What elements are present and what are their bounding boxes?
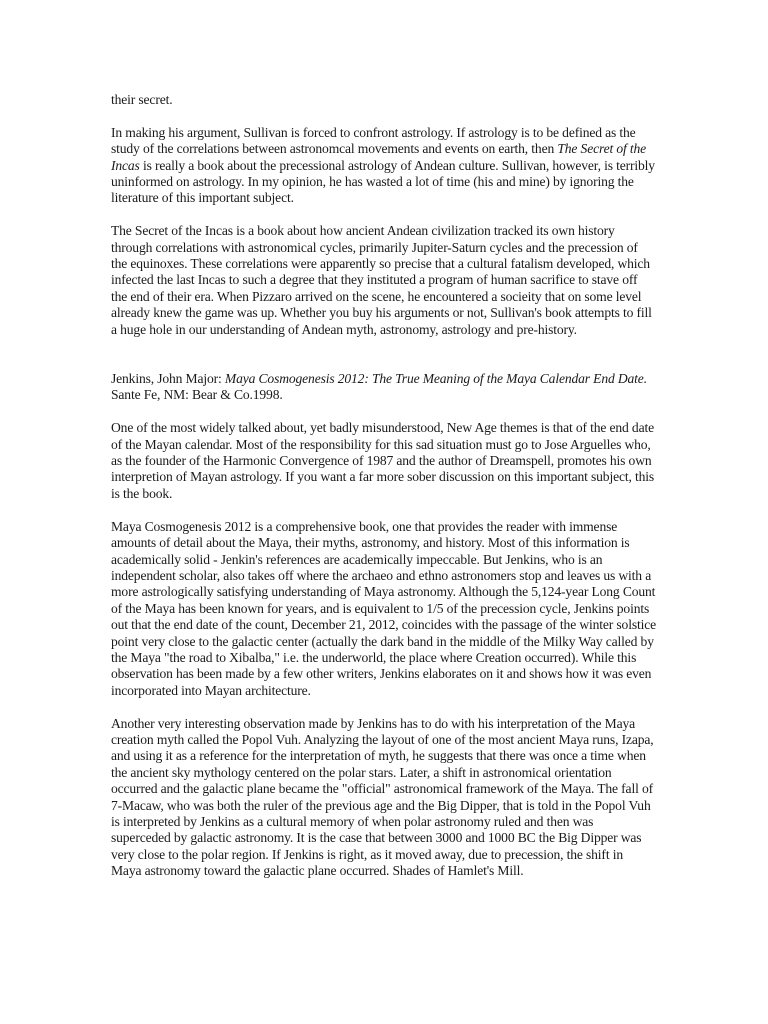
citation-author: Jenkins, John Major: [111,371,225,387]
paragraph-4: One of the most widely talked about, yet badly misunderstood, New Age themes is that of the end date of the Mayan calendar. Most of the responsibility for this sad situation must go to Jose Arguelles who, as the founder of the Harmonic Convergence of 1987 and the author of Dreamspell, promotes his own interpretion of Mayan astrology. If you want a far more sober discussion on this important subject, this is the book. [111,420,655,501]
citation [111,371,656,404]
paragraph-5: Maya Cosmogenesis 2012 is a comprehensive book, one that provides the reader with immense amounts of detail about the Maya, their myths, astronomy, and history. Most of this information is academically solid - Jenkin's references are academically impeccable. But Jenkins, who is an independent scholar, also takes off where the archaeo and ethno astronomers stop and leaves us with a more astrologically satisfying understanding of Maya astronomy. Although the 5,124-year Long Count of the Maya has been known for years, and is equivalent to 1/5 of the precession cycle, Jenkins points out that the end date of the count, December 21, 2012, coincides with the passage of the winter solstice point very close to the galactic center (actually the dark band in the middle of the Milky Way called by the Maya "the road to Xibalba," i.e. the underworld, the place where Creation occurred). While this observation has been made by a few other writers, Jenkins elaborates on it and shows how it was even incorporated into Mayan architecture. [111,518,656,698]
paragraph-1: their secret. [111,92,173,107]
paragraph-3: The Secret of the Incas is a book about how ancient Andean civilization tracked its own history through correlations with astronomical cycles, primarily Jupiter-Saturn cycles and the precession of the equinoxes. These correlations were apparently so precise that a cultural fatalism developed, which infected the last Incas to such a degree that they instituted a program of human sacrifice to stave off the end of their era. When Pizzaro arrived on the scene, he encountered a socieity that on some level already knew the game was up. Whether you buy his arguments or not, Sullivan's book attempts to fill a huge hole in our understanding of Andean myth, astronomy, astrology and pre-history. [111,223,652,337]
paragraph-2 [111,125,656,207]
paragraph-6: Another very interesting observation made by Jenkins has to do with his interpretation of the Maya creation myth called the Popol Vuh. Analyzing the layout of one of the most ancient Maya runs, Izapa, and using it as a reference for the interpretation of myth, he suggests that there was once a time when the ancient sky mythology centered on the polar stars. Later, a shift in astronomical orientation occurred and the galactic plane became the "official" astronomical framework of the Maya. The fall of 7-Macaw, who was both the ruler of the previous age and the Big Dipper, that is told in the Popol Vuh is interpreted by Jenkins as a cultural memory of when polar astronomy ruled and then was superceded by galactic astronomy. It is the case that between 3000 and 1000 BC the Big Dipper was very close to the polar region. If Jenkins is right, as it moved away, due to precession, the shift in Maya astronomy toward the galactic plane occurred. Shades of Hamlet's Mill. [111,715,654,879]
citation-publisher: Sante Fe, NM: Bear & Co.1998. [111,387,283,403]
paragraph-2-text-b: is really a book about the precessional astrology of Andean culture. Sullivan, however, is terribly uninformed on astrology. In my opinion, he has wasted a lot of time (his and mine) by ignoring the literature of this important subject. [111,157,655,206]
book-title-secret-of-the-incas: The Secret of the Incas [111,141,647,173]
paragraph-2-text-a: In making his argument, Sullivan is forced to confront astrology. If astrology is to be defined as the study of the correlations between astronomcal movements and events on earth, then [111,124,636,157]
citation-title: Maya Cosmogenesis 2012: The True Meaning of the Maya Calendar End Date. [224,371,647,387]
document-body [111,92,656,896]
